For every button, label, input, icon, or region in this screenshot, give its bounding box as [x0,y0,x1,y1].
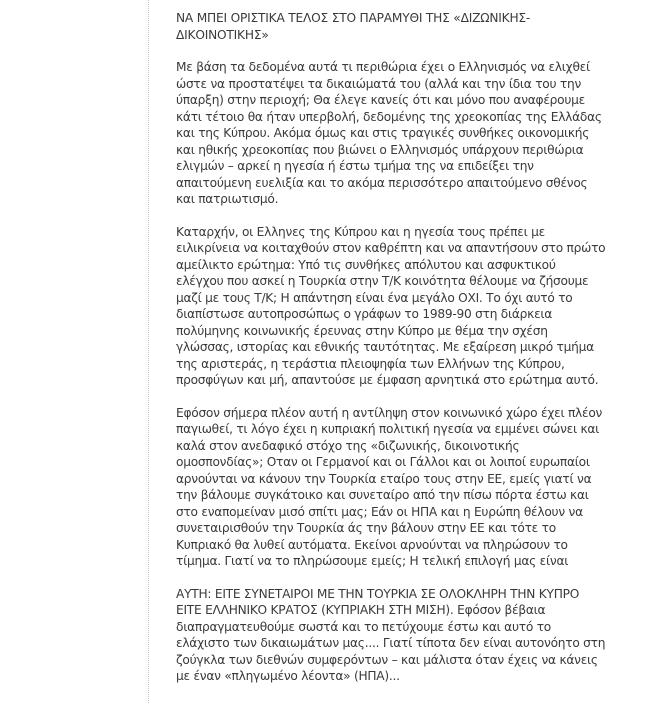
article-paragraph-4: ΑΥΤΗ: ΕΙΤΕ ΣΥΝΕΤΑΙΡΟΙ ΜΕ ΤΗΝ ΤΟΥΡΚΙΑ ΣΕ ΟΛΟΚΛΗΡΗ ΤΗΝ ΚΥΠΡΟ ΕΙΤΕ ΕΛΛΗΝΙΚΟ ΚΡΑΤΟΣ (ΚΥΠΡΙΑΚΗ ΣΤΗ ΜΙΣΗ). Εφόσον βέβαια διαπραγματευθούμε σωστά και το πετύχουμε έστω και αυτό το ελάχιστο των δικαιωμάτων μας.... Γιατί τίποτα δεν είναι αυτονόητο στη ζούγκλα των διεθνών συμφερόντων – και μάλιστα όταν έχεις να κάνεις με έναν «πληγωμένο λέοντα» (ΗΠΑ)... [176,586,606,683]
article-title: ΝΑ ΜΠΕΙ ΟΡΙΣΤΙΚΑ ΤΕΛΟΣ ΣΤΟ ΠΑΡΑΜΥΘΙ ΤΗΣ «ΔΙΖΩΝΙΚΗΣ-ΔΙΚΟΙΝΟΤΙΚΗΣ» [176,11,531,42]
column-divider [148,0,149,703]
article-paragraph-3: Εφόσον σήμερα πλέον αυτή η αντίληψη στον κοινωνικό χώρο έχει πλέον παγιωθεί, τι λόγο έχει η κυπριακή πολιτική ηγεσία να εμμένει σώνει και καλά στον ανεδαφικό στόχο της «διζωνικής, δικοινοτικής ομοσπονδίας»; Οταν οι Γερμανοί και οι Γάλλοι και οι λοιποί ευρωπαίοι αρνούνται να κάνουν την Τουρκία εταίρο τους στην ΕΕ, εμείς γιατί να την βάλουμε συγκάτοικο και συνεταίρο από την πίσω πόρτα έστω και στο εναπομείναν μισό σπίτι μας; Εάν οι ΗΠΑ και η Ευρώπη θέλουν να συνεταιρισθούν την Τουρκία άς την βάλουν στην ΕΕ και τότε το Κυπριακό θα λυθεί αυτόματα. Εκείνοι αρνούνται να πληρώσουν το τίμημα. Γιατί να το πληρώσουμε εμείς; Η τελική επιλογή μας είναι [176,405,603,568]
article-paragraph-1: Με βάση τα δεδομένα αυτά τι περιθώρια έχει ο Ελληνισμός να ελιχθεί ώστε να προστατέψει τα δικαιώματά του (αλλά και την ίδια του την ύπαρξη) στην περιοχή; Θα έλεγε κανείς ότι και μόνο που αναφέρουμε κάτι τέτοιο θα ήταν υπερβολή, δεδομένης της χρεοκοπίας της Ελλάδας και της Κύπρου. Ακόμα όμως και στις τραγικές συνθήκες οικονομικής και ηθικής χρεοκοπίας που βιώνει ο Ελληνισμός υπάρχουν περιθώρια ελιγμών – αρκεί η ηγεσία ή έστω τμήμα της να επιδείξει την απαιτούμενη ευελιξία και το ακόμα περισσότερο απαιτούμενο σθένος και πατριωτισμό. [176,60,602,206]
article-paragraph-2: Καταρχήν, οι Ελληνες της Κύπρου και η ηγεσία τους πρέπει με ειλικρίνεια να κοιταχθούν στον καθρέπτη και να απαντήσουν στο πρώτο αμείλικτο ερώτημα: Υπό τις συνθήκες απόλυτου και ασφυκτικού ελέγχου που ασκεί η Τουρκία στην Τ/Κ κοινότητα θέλουμε να ζήσουμε μαζί με τους Τ/Κ; Η απάντηση είναι ένα μεγάλο ΟΧΙ. Το όχι αυτό το διαπίστωσε αυτοπροσώπως ο γράφων το 1989-90 στη διάρκεια πολύμηνης κοινωνικής έρευνας στην Κύπρο με θέμα την σχέση γλώσσας, ιστορίας και εθνικής ταυτότητας. Με εξαίρεση μικρό τμήμα της αριστεράς, η τεράστια πλειοψηφία των Ελλήνων της Κύπρου, προσφύγων και μή, απαντούσε με έμφαση αρνητικά στο ερώτημα αυτό. [176,224,606,387]
article [176,10,606,701]
